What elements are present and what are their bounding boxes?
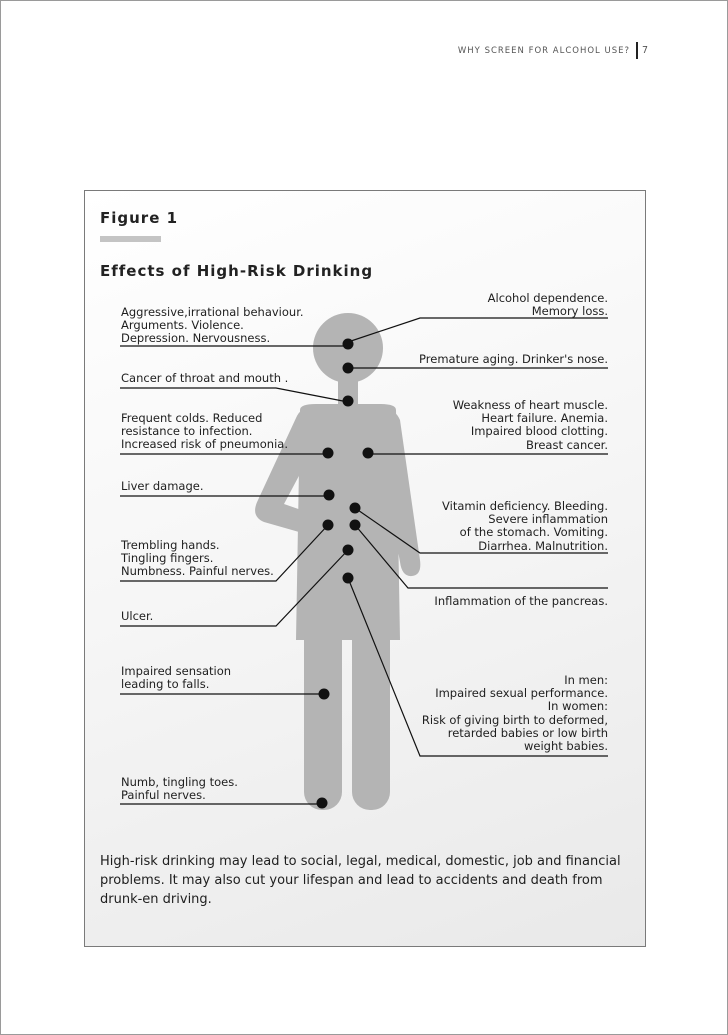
callout-throat-cancer: Cancer of throat and mouth .: [121, 371, 289, 385]
marker-knee: [319, 689, 330, 700]
callout-reproductive: In men: Impaired sexual performance. In women: Risk of giving birth to deformed, retarded babies or low birth weight babies.: [421, 673, 608, 754]
callout-pancreas: Inflammation of the pancreas.: [434, 594, 608, 608]
callout-toes: Numb, tingling toes. Painful nerves.: [121, 775, 238, 803]
callout-sensation: Impaired sensation leading to falls.: [121, 664, 232, 692]
callout-hands: Trembling hands. Tingling fingers. Numbness. Painful nerves.: [121, 538, 274, 579]
callout-liver: Liver damage.: [121, 479, 204, 493]
marker-stomach: [350, 503, 361, 514]
callout-infection: Frequent colds. Reduced resistance to infection. Increased risk of pneumonia.: [121, 411, 288, 452]
callout-dependence: Alcohol dependence. Memory loss.: [487, 291, 608, 319]
marker-pancreas: [350, 520, 361, 531]
running-header: WHY SCREEN FOR ALCOHOL USE?: [457, 46, 630, 56]
figure-label: Figure 1: [100, 209, 179, 227]
callout-heart: Weakness of heart muscle. Heart failure. Anemia. Impaired blood clotting. Breast cancer.: [452, 398, 608, 452]
marker-brain: [343, 339, 354, 350]
callout-aging: Premature aging. Drinker's nose.: [419, 352, 608, 366]
callout-ulcer: Ulcer.: [121, 609, 154, 623]
marker-toes: [317, 798, 328, 809]
marker-throat: [343, 396, 354, 407]
callout-stomach: Vitamin deficiency. Bleeding. Severe inflammation of the stomach. Vomiting. Diarrhea. Malnutrition.: [442, 499, 608, 553]
marker-heart: [363, 448, 374, 459]
marker-hands: [323, 520, 334, 531]
marker-lungs: [323, 448, 334, 459]
figure-title: Effects of High-Risk Drinking: [100, 262, 374, 280]
page-number: 7: [642, 45, 649, 56]
callout-behaviour: Aggressive,irrational behaviour. Arguments. Violence. Depression. Nervousness.: [121, 305, 304, 346]
marker-reproductive: [343, 573, 354, 584]
figure-caption: High-risk drinking may lead to social, legal, medical, domestic, job and financial problems. It may also cut your lifespan and lead to accidents and death from drunk-en driving.: [100, 854, 621, 907]
marker-nose: [343, 363, 354, 374]
marker-liver: [324, 490, 335, 501]
marker-ulcer: [343, 545, 354, 556]
